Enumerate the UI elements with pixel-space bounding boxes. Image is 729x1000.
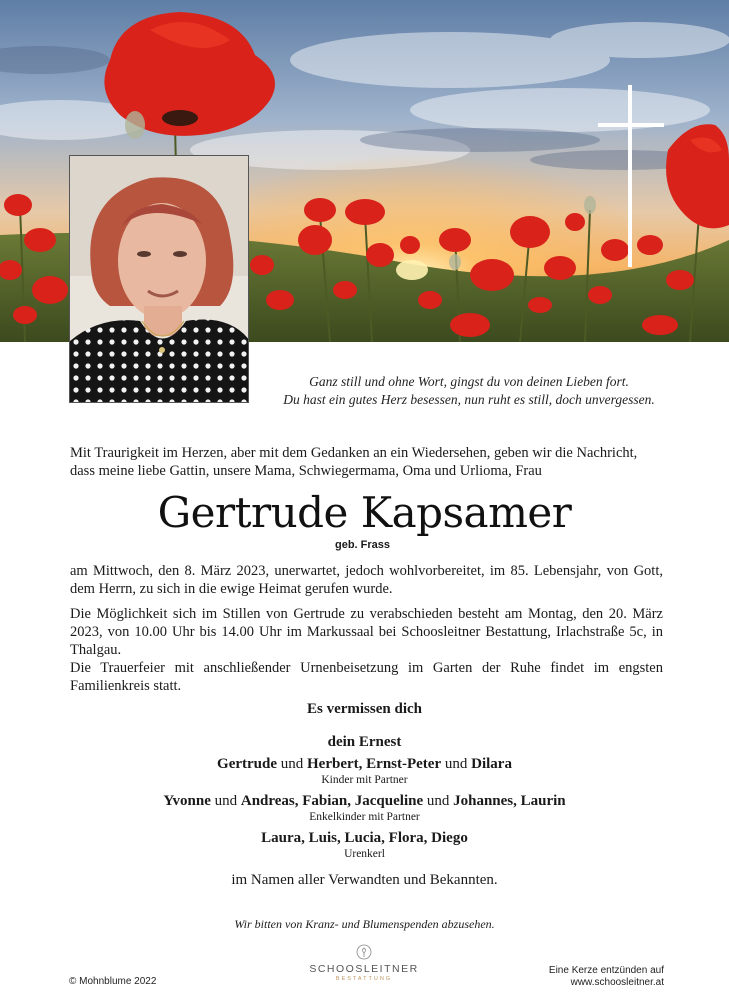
child-name: Dilara — [471, 756, 512, 772]
quote-line: Ganz still und ohne Wort, gingst du von deinen Lieben fort. — [309, 374, 629, 389]
grandchild-names: Johannes, Laurin — [453, 793, 566, 809]
memorial-quote — [255, 373, 683, 408]
mourners-list — [0, 733, 729, 866]
grandchild-name: Yvonne — [163, 793, 211, 809]
candle-url[interactable]: www.schoosleitner.at — [570, 977, 664, 988]
viewing-paragraph: Die Möglichkeit sich im Stillen von Gertrude zu verabschieden besteht am Montag, den 20. März 2023, von 10.00 Uhr bis 14.00 Uhr im Markussaal bei Schoosleitner Bestattung, Irlachstraße 5c, in Thalgau. — [70, 606, 663, 658]
death-notice-paragraph: am Mittwoch, den 8. März 2023, unerwartet, jedoch wohlvorbereitet, im 85. Lebensjahr, von Gott, dem Herrn, zu sich in die ewige Heimat gerufen wurde. — [70, 563, 663, 597]
conjunction: und — [277, 756, 308, 772]
donation-note: Wir bitten von Kranz- und Blumenspenden abzusehen. — [234, 917, 495, 931]
child-name: Gertrude — [217, 756, 278, 772]
mourners-heading: Es vermissen dich — [306, 701, 422, 717]
husband-name: dein Ernest — [327, 734, 402, 750]
quote-line: Du hast ein gutes Herz besessen, nun ruht es still, doch unvergessen. — [283, 391, 655, 407]
child-names: Herbert, Ernst-Peter — [307, 756, 442, 772]
deceased-name: Gertrude Kapsamer — [157, 488, 572, 537]
intro-line: dass meine liebe Gattin, unsere Mama, Schwiegermama, Oma und Urlioma, Frau — [70, 463, 542, 479]
grandchildren-names — [0, 792, 729, 810]
logo-name: SCHOOSLEITNER — [309, 963, 419, 975]
great-grandchildren-names: Laura, Luis, Lucia, Flora, Diego — [261, 830, 468, 846]
logo-subtitle: BESTATTUNG — [335, 976, 393, 982]
announcement-intro — [70, 444, 665, 480]
candle-line: Eine Kerze entzünden auf — [548, 965, 664, 976]
children-names — [0, 755, 729, 773]
grandchild-names: Andreas, Fabian, Jacqueline — [240, 793, 424, 809]
relatives-line: im Namen aller Verwandten und Bekannten. — [231, 872, 498, 888]
conjunction: und — [210, 793, 241, 809]
portrait-photo — [69, 155, 249, 403]
children-role: Kinder mit Partner — [321, 774, 408, 786]
funeral-paragraph: Die Trauerfeier mit anschließender Urnenbeisetzung im Garten der Ruhe findet im engsten Familienkreis statt. — [70, 660, 663, 694]
intro-line: Mit Traurigkeit im Herzen, aber mit dem Gedanken an ein Wiedersehen, geben wir die Nachricht, — [70, 445, 638, 461]
candle-link-text — [549, 965, 664, 989]
rose-emblem-icon — [356, 944, 372, 960]
copyright: © Mohnblume 2022 — [69, 976, 157, 987]
funeral-home-logo — [309, 944, 419, 983]
conjunction: und — [441, 756, 472, 772]
cross-icon — [598, 85, 664, 267]
birth-name: geb. Frass — [335, 539, 391, 551]
conjunction: und — [423, 793, 454, 809]
great-grandchildren-role: Urenkerl — [344, 848, 385, 860]
grandchildren-role: Enkelkinder mit Partner — [309, 811, 420, 823]
